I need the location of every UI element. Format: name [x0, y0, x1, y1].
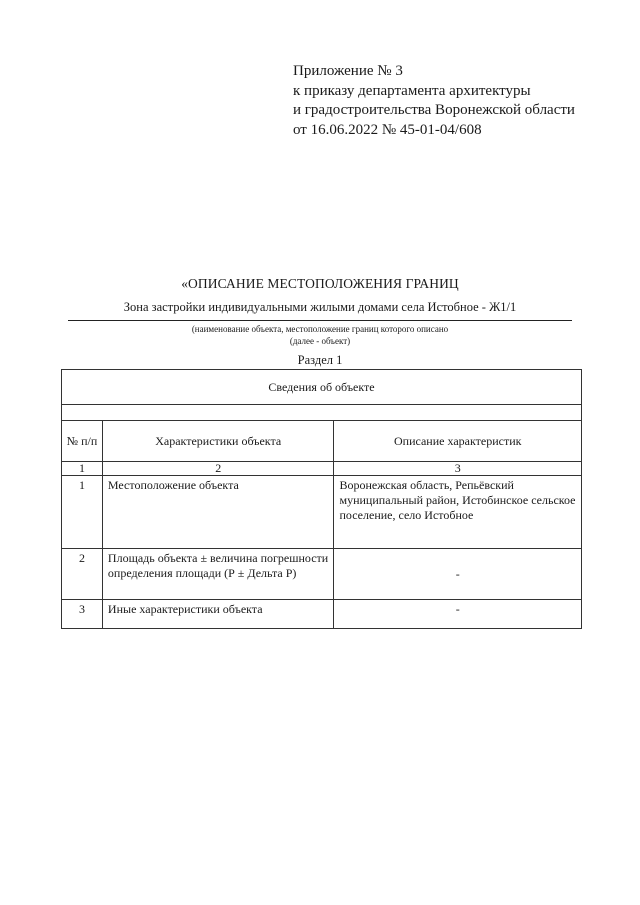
table-header-row: [62, 421, 582, 462]
column-number-row: [62, 462, 582, 476]
empty-cell: [62, 405, 582, 421]
appendix-line: Приложение № 3: [293, 63, 403, 79]
row-num: 2: [62, 549, 103, 600]
document-title: «ОПИСАНИЕ МЕСТОПОЛОЖЕНИЯ ГРАНИЦ: [181, 276, 459, 291]
appendix-line: и градостроительства Воронежской области: [293, 102, 575, 118]
row-description: -: [334, 600, 582, 629]
column-number: 1: [62, 462, 103, 476]
appendix-block: [293, 62, 575, 140]
table-caption: Сведения об объекте: [62, 370, 582, 405]
table-row: [62, 549, 582, 600]
appendix-line: к приказу департамента архитектуры: [293, 82, 531, 99]
note-line: (наименование объекта, местоположение границ которого описано: [191, 324, 449, 334]
object-info-table: [61, 369, 582, 629]
row-num: 3: [62, 600, 103, 629]
row-num: 1: [62, 476, 103, 549]
header-description: Описание характеристик: [334, 421, 582, 462]
note-line: (далее - объект): [289, 336, 351, 346]
table-empty-row: [62, 405, 582, 421]
table-caption-row: [62, 370, 582, 405]
table-row: [62, 476, 582, 549]
header-characteristics: Характеристики объекта: [102, 421, 334, 462]
table-row: [62, 600, 582, 629]
row-description: Воронежская область, Репьёвский муниципальный район, Истобинское сельское поселение, село Истобное: [334, 476, 582, 549]
row-characteristic: Площадь объекта ± величина погрешности определения площади (Р ± Дельта Р): [102, 549, 334, 600]
column-number: 3: [334, 462, 582, 476]
object-name: Зона застройки индивидуальными жилыми домами села Истобное - Ж1/1: [123, 300, 517, 314]
object-name-note: [60, 323, 580, 347]
underline-divider: [68, 320, 572, 321]
header-num: № п/п: [62, 421, 103, 462]
row-characteristic: Местоположение объекта: [102, 476, 334, 549]
appendix-line: от 16.06.2022 № 45-01-04/608: [293, 121, 482, 138]
column-number: 2: [102, 462, 334, 476]
row-characteristic: Иные характеристики объекта: [102, 600, 334, 629]
section-title: Раздел 1: [297, 353, 343, 367]
row-description: -: [334, 549, 582, 600]
